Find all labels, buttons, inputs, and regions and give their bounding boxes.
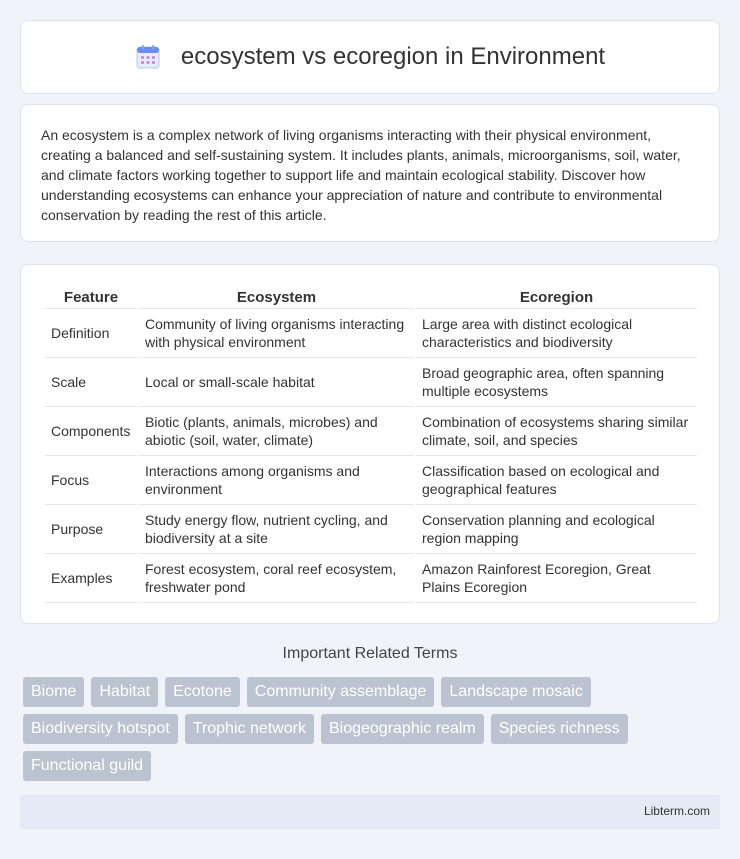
table-cell: Components: [45, 407, 137, 456]
related-terms-title: Important Related Terms: [282, 645, 458, 662]
tag-species-richness[interactable]: Species richness: [491, 714, 628, 744]
related-terms-tags: [23, 677, 723, 781]
table-row: [45, 358, 697, 407]
table-row: [45, 309, 697, 358]
table-row: [45, 554, 697, 603]
table-header-row: [45, 283, 697, 309]
tag-trophic-network[interactable]: Trophic network: [185, 714, 314, 744]
table-cell: Community of living organisms interacting with physical environment: [139, 309, 414, 358]
column-header-ecosystem: Ecosystem: [139, 283, 414, 309]
tag-landscape-mosaic[interactable]: Landscape mosaic: [441, 677, 590, 707]
table-cell: Biotic (plants, animals, microbes) and abiotic (soil, water, climate): [139, 407, 414, 456]
column-header-ecoregion: Ecoregion: [416, 283, 697, 309]
tag-ecotone[interactable]: Ecotone: [165, 677, 240, 707]
tag-habitat[interactable]: Habitat: [91, 677, 158, 707]
comparison-card: [20, 264, 720, 624]
column-header-feature: Feature: [45, 283, 137, 309]
table-cell: Scale: [45, 358, 137, 407]
page-title: ecosystem vs ecoregion in Environment: [180, 43, 606, 70]
calendar-icon: [135, 44, 161, 70]
table-cell: Study energy flow, nutrient cycling, and biodiversity at a site: [139, 505, 414, 554]
table-cell: Combination of ecosystems sharing similar climate, soil, and species: [416, 407, 697, 456]
table-cell: Large area with distinct ecological characteristics and biodiversity: [416, 309, 697, 358]
table-row: [45, 407, 697, 456]
table-cell: Focus: [45, 456, 137, 505]
header-card: [20, 20, 720, 94]
intro-card: [20, 104, 720, 242]
comparison-table: [43, 283, 699, 603]
tag-biome[interactable]: Biome: [23, 677, 84, 707]
tag-biogeographic-realm[interactable]: Biogeographic realm: [321, 714, 484, 744]
tag-biodiversity-hotspot[interactable]: Biodiversity hotspot: [23, 714, 178, 744]
tag-functional-guild[interactable]: Functional guild: [23, 751, 151, 781]
table-cell: Local or small-scale habitat: [139, 358, 414, 407]
header: [135, 43, 605, 71]
table-row: [45, 505, 697, 554]
footer: [20, 795, 720, 829]
table-cell: Examples: [45, 554, 137, 603]
table-cell: Purpose: [45, 505, 137, 554]
table-cell: Conservation planning and ecological region mapping: [416, 505, 697, 554]
table-cell: Amazon Rainforest Ecoregion, Great Plains Ecoregion: [416, 554, 697, 603]
table-cell: Interactions among organisms and environment: [139, 456, 414, 505]
table-cell: Classification based on ecological and geographical features: [416, 456, 697, 505]
intro-text: An ecosystem is a complex network of living organisms interacting with their physical environment, creating a balanced and self-sustaining system. It includes plants, animals, microorganisms, soil, water, and climate factors working together to support life and maintain ecological stability. Discover how understanding ecosystems can enhance your appreciation of nature and contribute to environmental conservation by reading the rest of this article.: [41, 127, 681, 223]
table-row: [45, 456, 697, 505]
footer-site-link[interactable]: Libterm.com: [643, 804, 710, 818]
tag-community-assemblage[interactable]: Community assemblage: [247, 677, 435, 707]
table-cell: Broad geographic area, often spanning multiple ecosystems: [416, 358, 697, 407]
table-cell: Definition: [45, 309, 137, 358]
table-cell: Forest ecosystem, coral reef ecosystem, freshwater pond: [139, 554, 414, 603]
